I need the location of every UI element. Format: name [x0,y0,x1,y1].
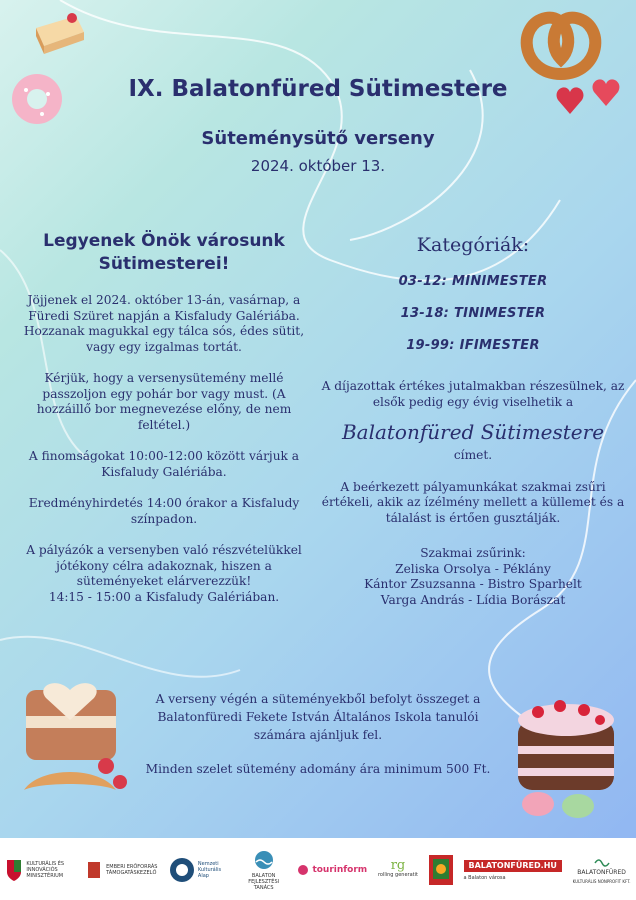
logo-tourinform: tourinform [297,864,367,876]
paragraph-charity: A pályázók a versenyben való részvételükkel jótékony célra adakoznak, hiszen a süteményeket elárverezzük! [26,543,302,588]
auction-time: 14:15 - 15:00 a Kisfaludy Galériában. [48,589,280,604]
logo-nka: Nemzeti Kulturális Alap [169,857,230,883]
logo-balaton-tanacs: BALATON FEJLESZTÉSI TANÁCS [241,850,287,891]
invitation-heading-line1: Legyenek Önök városunk [43,231,285,251]
paragraph-wine: Kérjük, hogy a versenysütemény mellé passzoljon egy pohár bor vagy must. (A hozzáillő bor megnevezése előny, de nem feltétel.) [36,371,292,432]
tourinform-icon [297,864,309,876]
donut-illustration [8,70,66,128]
logo-balatonfured-kulturalis: BALATONFÜRED KULTURÁLIS NONPROFIT KFT. [573,855,631,885]
price-text: Minden szelet sütemény adomány ára minimum 500 Ft. [145,762,491,776]
logo-kim: KULTURÁLIS ÉS INNOVÁCIÓS MINISZTÉRIUM [5,858,74,882]
logo-balatonfured-hu: BALATONFÜRED.HU a Balaton városa [464,860,562,881]
prize-text: A díjazottak értékes jutalmakban részesülnek, az elsők pedig egy évig viselhetik a [321,379,625,409]
right-column [316,234,630,608]
category-minimester: 03-12: MINIMESTER [398,274,548,289]
wave-icon [251,850,277,870]
invitation-heading-line2: Sütimesterei! [98,254,230,274]
jury-member: Zeliska Orsolya - Péklány [395,561,551,576]
logo-rolling-generatit: rg rolling generatit [377,857,418,878]
cherry-cake-illustration [508,680,626,830]
city-crest-icon [429,855,453,885]
logo-emet: EMBERI ERŐFORRÁS TÁMOGATÁSKEZELŐ [85,858,158,882]
category-ifimester: 19-99: IFIMESTER [406,338,540,353]
heart-cake-and-croissant-illustration [10,670,132,820]
cake-slice-illustration [32,10,88,58]
nka-icon [169,857,195,883]
poster-title: IX. Balatonfüred Sütimestere [128,76,508,102]
prize-suffix: címet. [453,448,493,462]
category-tinimester: 13-18: TINIMESTER [400,306,546,321]
donation-block [130,690,506,794]
paragraph-invitation: Jöjjenek el 2024. október 13-án, vasárnap, a Füredi Szüret napján a Kisfaludy Galériába. Hozzanak magukkal egy tálca sós, édes sütit, vagy egy izgalmas tortát. [23,293,305,354]
pretzel-illustration [516,4,606,84]
paragraph-results: Eredményhirdetés 14:00 órakor a Kisfaludy színpadon. [28,496,300,526]
jury-member: Kántor Zsuzsanna - Bistro Sparhelt [364,577,582,591]
jury-heading: Szakmai zsűrink: [420,546,526,560]
paragraph-dropoff: A finomságokat 10:00-12:00 között várjuk a Kisfaludy Galériába. [28,449,300,479]
jury-list [316,546,630,608]
categories-heading: Kategóriák: [416,234,530,256]
emet-icon [85,858,103,882]
sponsor-logos [0,846,636,894]
jury-description: A beérkezett pályamunkákat szakmai zsűri értékeli, akik az ízélmény mellett a küllemet és a tálalást is értően gusztálják. [321,479,625,525]
wave-small-icon [594,855,610,867]
donation-text: A verseny végén a süteményekből befolyt összeget a Balatonfüredi Fekete István Általános Iskola tanulói számára ajánljuk fel. [155,692,481,742]
coat-of-arms-icon [5,858,23,882]
left-column [16,230,312,621]
prize-title: Balatonfüred Sütimestere [341,420,605,444]
poster-subtitle: Süteménysütő verseny [201,128,435,149]
invitation-heading [16,230,312,276]
event-date: 2024. október 13. [250,157,386,175]
jury-member: Varga András - Lídia Borászat [380,592,566,607]
logo-coat-badge [429,855,453,885]
